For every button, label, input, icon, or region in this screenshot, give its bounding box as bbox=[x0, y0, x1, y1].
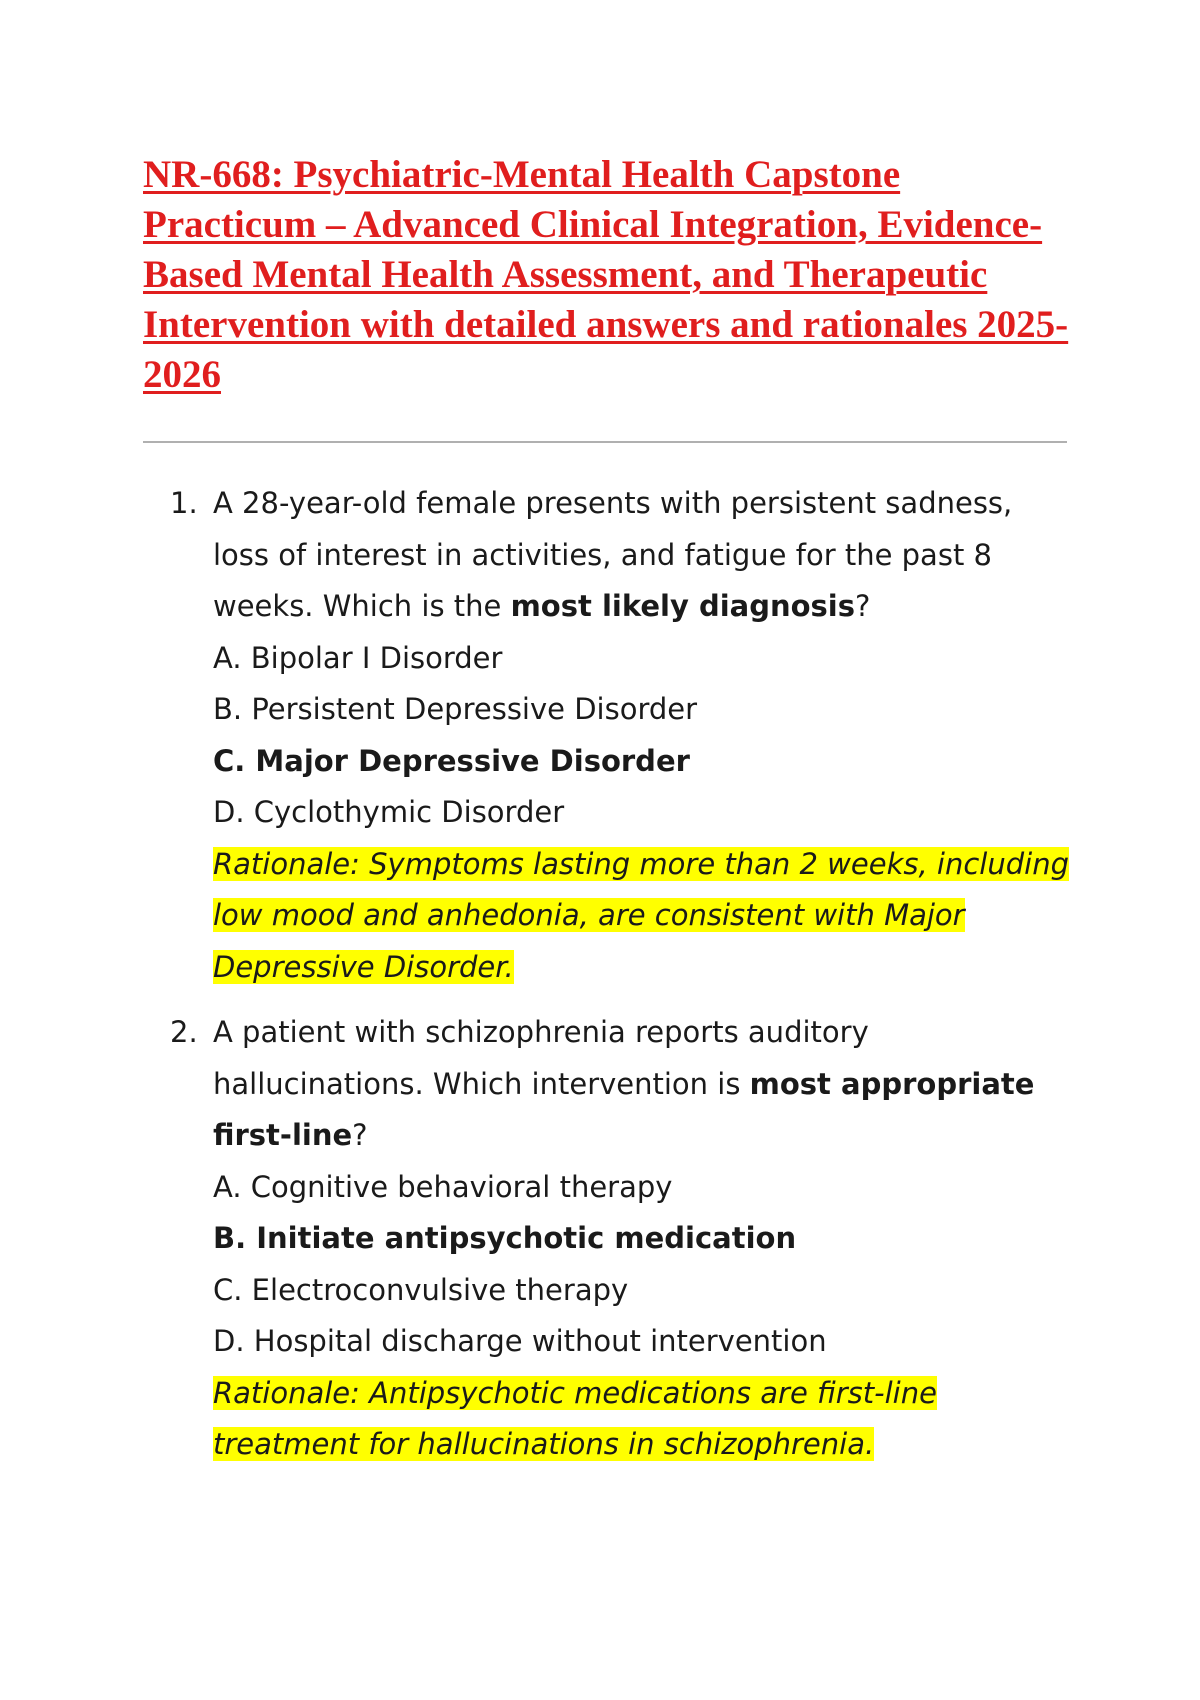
answer-option-d: D. Cyclothymic Disorder bbox=[213, 795, 565, 829]
question-emphasis: most likely diagnosis bbox=[510, 589, 856, 623]
answer-option-c-correct: C. Major Depressive Disorder bbox=[213, 743, 690, 778]
answer-option-d: D. Hospital discharge without intervention bbox=[213, 1324, 827, 1358]
answer-option-a: A. Bipolar I Disorder bbox=[213, 640, 503, 675]
question-stem: A patient with schizophrenia reports auditory hallucinations. Which intervention is most appropriate first-line? bbox=[213, 1015, 1035, 1152]
answer-option-c: C. Electroconvulsive therapy bbox=[213, 1272, 629, 1307]
answer-option-a: A. Cognitive behavioral therapy bbox=[213, 1169, 673, 1204]
question-number: 2. bbox=[170, 1015, 198, 1049]
title-divider bbox=[143, 441, 1067, 443]
rationale-text: Rationale: Antipsychotic medications are first-line treatment for hallucinations in schizophrenia. bbox=[213, 1375, 937, 1461]
rationale-text: Rationale: Symptoms lasting more than 2 weeks, including low mood and anhedonia, are consistent with Major Depressive Disorder. bbox=[213, 846, 1069, 984]
question-emphasis: most appropriate first-line bbox=[213, 1066, 1035, 1152]
question-list bbox=[170, 478, 1070, 1485]
question-number: 1. bbox=[170, 486, 198, 520]
question-item bbox=[170, 1007, 1070, 1471]
answer-option-b: B. Persistent Depressive Disorder bbox=[213, 692, 698, 726]
question-stem: A 28-year-old female presents with persistent sadness, loss of interest in activities, and fatigue for the past 8 weeks. Which is the most likely diagnosis? bbox=[213, 486, 1013, 623]
document-title: NR-668: Psychiatric-Mental Health Capstone Practicum – Advanced Clinical Integration, Evidence-Based Mental Health Assessment, and Therapeutic Intervention with detailed answers and rationales 2025-2026 bbox=[143, 153, 1069, 396]
answer-option-b-correct: B. Initiate antipsychotic medication bbox=[213, 1221, 797, 1255]
question-item bbox=[170, 478, 1070, 993]
